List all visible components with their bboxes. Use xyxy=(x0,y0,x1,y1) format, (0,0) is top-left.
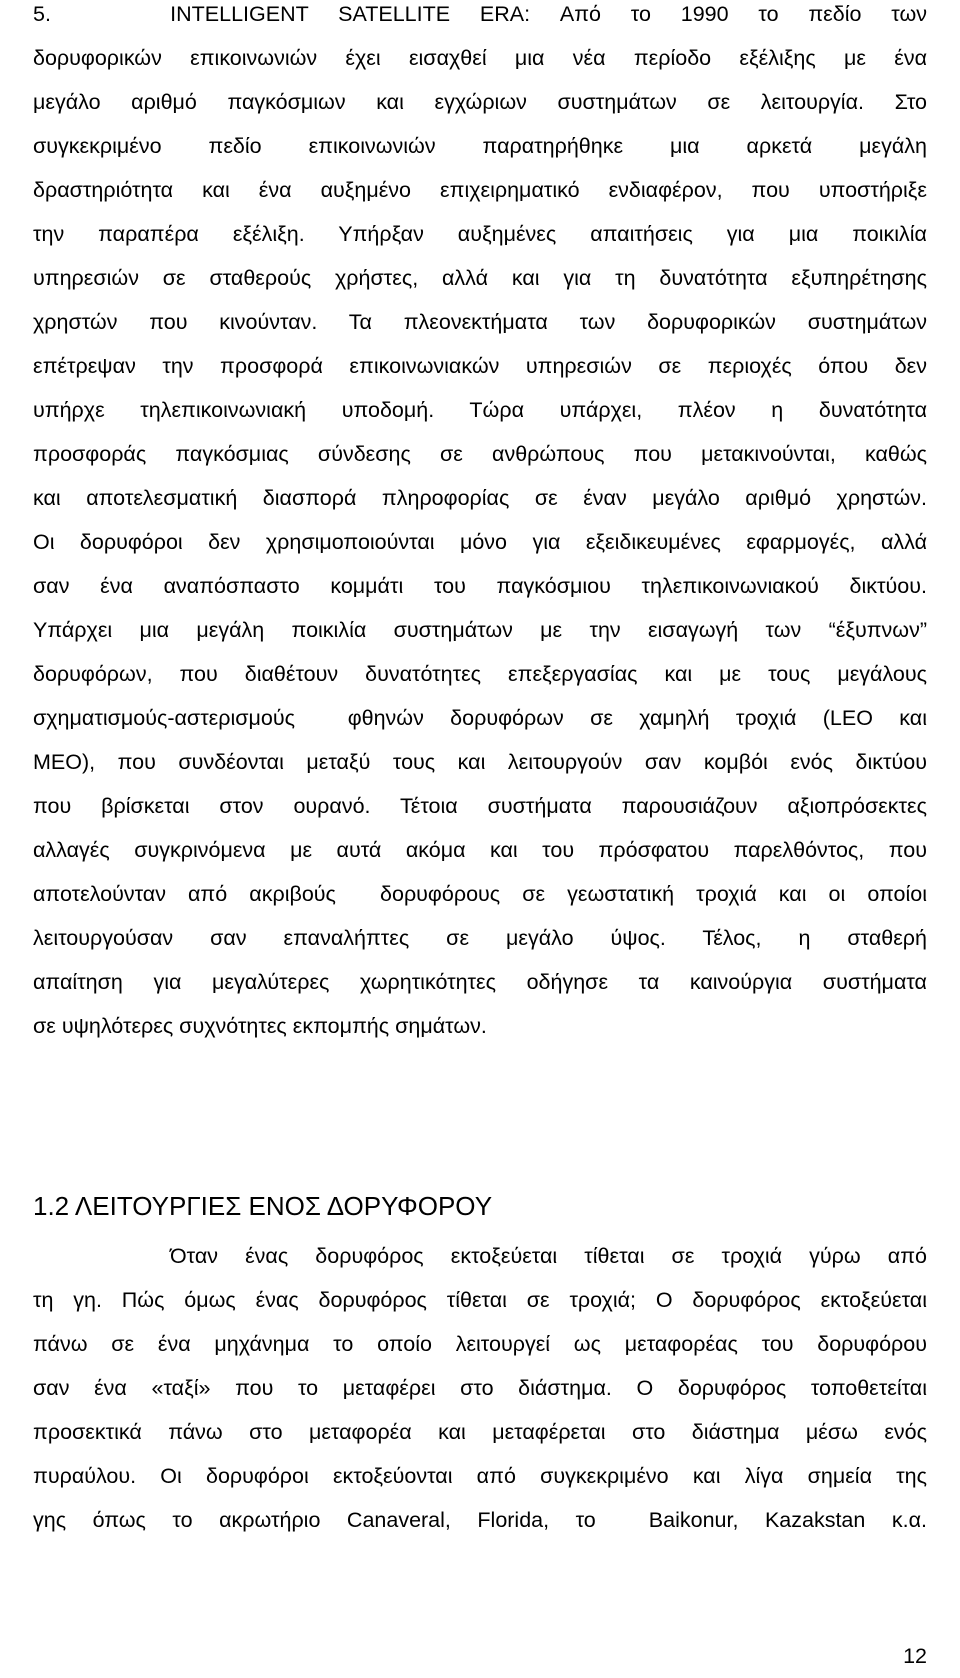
paragraph-line: την παραπέρα εξέλιξη. Υπήρξαν αυξημένες απαιτήσεις για μια ποικιλία xyxy=(33,222,927,246)
paragraph-line: λειτουργούσαν σαν επαναλήπτες σε μεγάλο ύψος. Τέλος, η σταθερή xyxy=(33,926,927,950)
paragraph-line: αποτελούνταν από ακριβούς δορυφόρους σε γεωστατική τροχιά και οι οποίοι xyxy=(33,882,927,906)
paragraph-line: προσφοράς παγκόσμιας σύνδεσης σε ανθρώπους που μετακινούνται, καθώς xyxy=(33,442,927,466)
paragraph-line: σαν ένα «ταξί» που το μεταφέρει στο διάστημα. Ο δορυφόρος τοποθετείται xyxy=(33,1376,927,1400)
paragraph-line: που βρίσκεται στον ουρανό. Τέτοια συστήματα παρουσιάζουν αξιοπρόσεκτες xyxy=(33,794,927,818)
paragraph-line: προσεκτικά πάνω στο μεταφορέα και μεταφέρεται στο διάστημα μέσω ενός xyxy=(33,1420,927,1444)
paragraph-line: σαν ένα αναπόσπαστο κομμάτι του παγκόσμιου τηλεπικοινωνιακού δικτύου. xyxy=(33,574,927,598)
paragraph-line: Όταν ένας δορυφόρος εκτοξεύεται τίθεται σε τροχιά γύρω από xyxy=(170,1244,927,1268)
paragraph-line: και αποτελεσματική διασπορά πληροφορίας σε έναν μεγάλο αριθμό χρηστών. xyxy=(33,486,927,510)
paragraph-line: σε υψηλότερες συχνότητες εκπομπής σημάτων. xyxy=(33,1014,487,1038)
paragraph-line: απαίτηση για μεγαλύτερες χωρητικότητες οδήγησε τα καινούργια συστήματα xyxy=(33,970,927,994)
paragraph-line: πυραύλου. Οι δορυφόροι εκτοξεύονται από συγκεκριμένο και λίγα σημεία της xyxy=(33,1464,927,1488)
paragraph-line: τη γη. Πώς όμως ένας δορυφόρος τίθεται σε τροχιά; Ο δορυφόρος εκτοξεύεται xyxy=(33,1288,927,1312)
paragraph-line: υπηρεσιών σε σταθερούς χρήστες, αλλά και για τη δυνατότητα εξυπηρέτησης xyxy=(33,266,927,290)
paragraph-line: Υπάρχει μια μεγάλη ποικιλία συστημάτων με την εισαγωγή των “έξυπνων” xyxy=(33,618,927,642)
paragraph-line: υπήρχε τηλεπικοινωνιακή υποδομή. Τώρα υπάρχει, πλέον η δυνατότητα xyxy=(33,398,927,422)
section-heading: 1.2 ΛΕΙΤΟΥΡΓΙΕΣ ΕΝΟΣ ΔΟΡΥΦΟΡΟΥ xyxy=(33,1191,493,1221)
paragraph-line: 5. INTELLIGENT SATELLITE ERA: Από το 1990 το πεδίο των xyxy=(33,2,927,26)
paragraph-line: σχηματισμούς-αστερισμούς φθηνών δορυφόρων σε χαμηλή τροχιά (LEO και xyxy=(33,706,927,730)
page-number: 12 xyxy=(903,1644,927,1668)
paragraph-line: μεγάλο αριθμό παγκόσμιων και εγχώριων συστημάτων σε λειτουργία. Στο xyxy=(33,90,927,114)
paragraph-line: Οι δορυφόροι δεν χρησιμοποιούνται μόνο για εξειδικευμένες εφαρμογές, αλλά xyxy=(33,530,927,554)
paragraph-line: γης όπως το ακρωτήριο Canaveral, Florida, το Baikonur, Kazakstan κ.α. xyxy=(33,1508,927,1532)
paragraph-line: αλλαγές συγκρινόμενα με αυτά ακόμα και του πρόσφατου παρελθόντος, που xyxy=(33,838,927,862)
paragraph-line: δορυφορικών επικοινωνιών έχει εισαχθεί μια νέα περίοδο εξέλιξης με ένα xyxy=(33,46,927,70)
paragraph-line: χρηστών που κινούνταν. Τα πλεονεκτήματα των δορυφορικών συστημάτων xyxy=(33,310,927,334)
paragraph-line: MEO), που συνδέονται μεταξύ τους και λειτουργούν σαν κομβόι ενός δικτύου xyxy=(33,750,927,774)
paragraph-line: επέτρεψαν την προσφορά επικοινωνιακών υπηρεσιών σε περιοχές όπου δεν xyxy=(33,354,927,378)
paragraph-line: συγκεκριμένο πεδίο επικοινωνιών παρατηρήθηκε μια αρκετά μεγάλη xyxy=(33,134,927,158)
paragraph-line: πάνω σε ένα μηχάνημα το οποίο λειτουργεί ως μεταφορέας του δορυφόρου xyxy=(33,1332,927,1356)
paragraph-line: δραστηριότητα και ένα αυξημένο επιχειρηματικό ενδιαφέρον, που υποστήριξε xyxy=(33,178,927,202)
paragraph-line: δορυφόρων, που διαθέτουν δυνατότητες επεξεργασίας και με τους μεγάλους xyxy=(33,662,927,686)
